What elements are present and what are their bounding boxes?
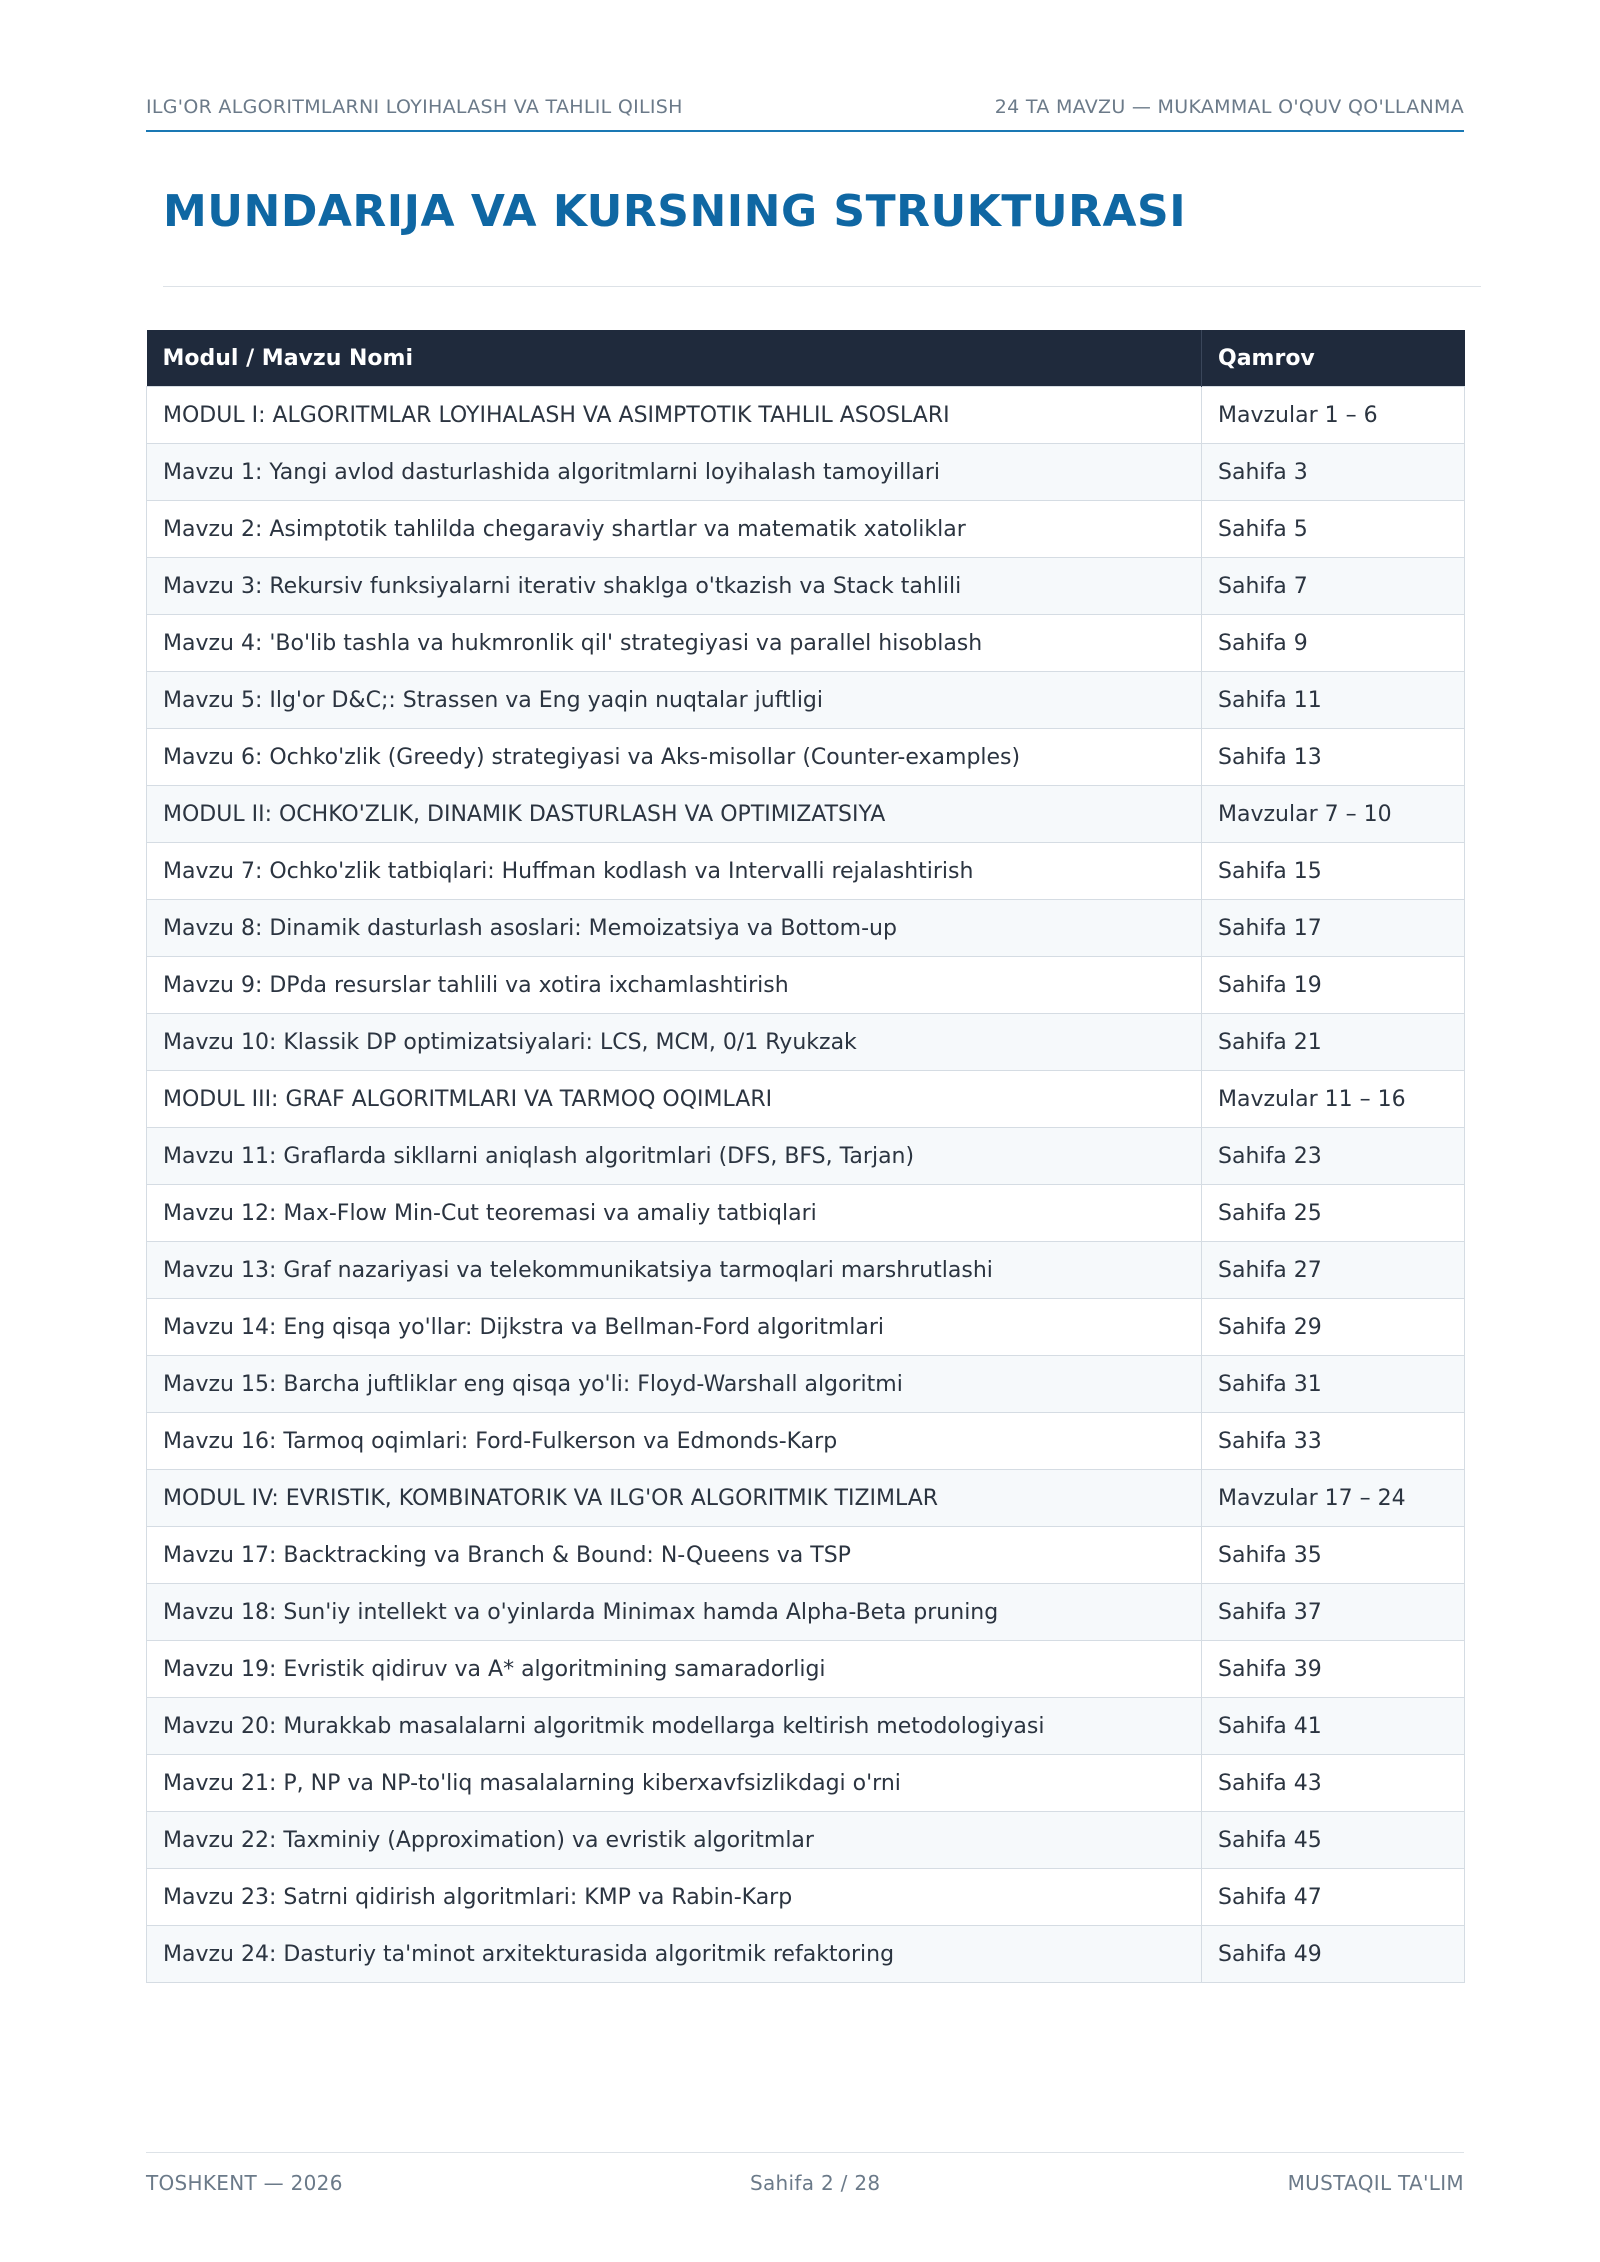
table-row: [147, 501, 1465, 558]
toc-coverage-cell: Mavzular 1 – 6: [1202, 387, 1465, 444]
table-row: [147, 843, 1465, 900]
table-row: [147, 1698, 1465, 1755]
toc-topic-cell: Mavzu 18: Sun'iy intellekt va o'yinlarda Minimax hamda Alpha-Beta pruning: [147, 1584, 1202, 1641]
table-row: [147, 1641, 1465, 1698]
toc-topic-cell: MODUL I: ALGORITMLAR LOYIHALASH VA ASIMPTOTIK TAHLIL ASOSLARI: [147, 387, 1202, 444]
toc-topic-cell: Mavzu 21: P, NP va NP-to'liq masalalarning kiberxavfsizlikdagi o'rni: [147, 1755, 1202, 1812]
toc-coverage-cell: Sahifa 47: [1202, 1869, 1465, 1926]
table-row: [147, 1014, 1465, 1071]
table-row: [147, 444, 1465, 501]
table-row: [147, 1356, 1465, 1413]
toc-topic-cell: Mavzu 19: Evristik qidiruv va A* algoritmining samaradorligi: [147, 1641, 1202, 1698]
table-row: [147, 1413, 1465, 1470]
table-row: [147, 1470, 1465, 1527]
table-row: [147, 1299, 1465, 1356]
toc-topic-cell: Mavzu 22: Taxminiy (Approximation) va evristik algoritmlar: [147, 1812, 1202, 1869]
table-row: [147, 900, 1465, 957]
table-row: [147, 786, 1465, 843]
toc-topic-cell: Mavzu 5: Ilg'or D&C;: Strassen va Eng yaqin nuqtalar juftligi: [147, 672, 1202, 729]
toc-topic-cell: Mavzu 10: Klassik DP optimizatsiyalari: LCS, MCM, 0/1 Ryukzak: [147, 1014, 1202, 1071]
toc-coverage-cell: Sahifa 5: [1202, 501, 1465, 558]
toc-topic-cell: Mavzu 14: Eng qisqa yo'llar: Dijkstra va Bellman-Ford algoritmlari: [147, 1299, 1202, 1356]
toc-coverage-cell: Sahifa 13: [1202, 729, 1465, 786]
table-row: [147, 558, 1465, 615]
toc-topic-cell: Mavzu 16: Tarmoq oqimlari: Ford-Fulkerson va Edmonds-Karp: [147, 1413, 1202, 1470]
toc-topic-cell: Mavzu 7: Ochko'zlik tatbiqlari: Huffman kodlash va Intervalli rejalashtirish: [147, 843, 1202, 900]
table-row: [147, 1242, 1465, 1299]
toc-coverage-cell: Sahifa 35: [1202, 1527, 1465, 1584]
toc-coverage-cell: Sahifa 43: [1202, 1755, 1465, 1812]
running-header-right: 24 TA MAVZU — MUKAMMAL O'QUV QO'LLANMA: [994, 96, 1464, 118]
footer-location: TOSHKENT — 2026: [146, 2171, 343, 2195]
toc-topic-cell: Mavzu 6: Ochko'zlik (Greedy) strategiyasi va Aks-misollar (Counter-examples): [147, 729, 1202, 786]
page-title: MUNDARIJA VA KURSNING STRUKTURASI: [163, 186, 1187, 237]
toc-coverage-cell: Sahifa 39: [1202, 1641, 1465, 1698]
toc-topic-cell: Mavzu 3: Rekursiv funksiyalarni iterativ shaklga o'tkazish va Stack tahlili: [147, 558, 1202, 615]
running-header: [146, 96, 1464, 132]
toc-coverage-cell: Sahifa 23: [1202, 1128, 1465, 1185]
footer-page-number: Sahifa 2 / 28: [750, 2171, 881, 2195]
footer-label: MUSTAQIL TA'LIM: [1287, 2171, 1464, 2195]
toc-table: [146, 330, 1465, 1983]
table-row: [147, 1128, 1465, 1185]
toc-topic-cell: Mavzu 15: Barcha juftliklar eng qisqa yo'li: Floyd-Warshall algoritmi: [147, 1356, 1202, 1413]
toc-topic-cell: Mavzu 20: Murakkab masalalarni algoritmik modellarga keltirish metodologiyasi: [147, 1698, 1202, 1755]
toc-coverage-cell: Sahifa 15: [1202, 843, 1465, 900]
column-header-topic: Modul / Mavzu Nomi: [147, 330, 1202, 387]
toc-topic-cell: Mavzu 13: Graf nazariyasi va telekommunikatsiya tarmoqlari marshrutlashi: [147, 1242, 1202, 1299]
title-divider: [163, 286, 1481, 287]
table-row: [147, 729, 1465, 786]
table-row: [147, 1812, 1465, 1869]
toc-topic-cell: Mavzu 23: Satrni qidirish algoritmlari: KMP va Rabin-Karp: [147, 1869, 1202, 1926]
toc-topic-cell: Mavzu 24: Dasturiy ta'minot arxitekturasida algoritmik refaktoring: [147, 1926, 1202, 1983]
toc-coverage-cell: Sahifa 17: [1202, 900, 1465, 957]
column-header-coverage: Qamrov: [1202, 330, 1465, 387]
table-row: [147, 1755, 1465, 1812]
toc-topic-cell: Mavzu 12: Max-Flow Min-Cut teoremasi va amaliy tatbiqlari: [147, 1185, 1202, 1242]
toc-coverage-cell: Sahifa 27: [1202, 1242, 1465, 1299]
table-row: [147, 1185, 1465, 1242]
table-row: [147, 957, 1465, 1014]
toc-topic-cell: Mavzu 4: 'Bo'lib tashla va hukmronlik qil' strategiyasi va parallel hisoblash: [147, 615, 1202, 672]
table-row: [147, 1584, 1465, 1641]
running-header-left: ILG'OR ALGORITMLARNI LOYIHALASH VA TAHLIL QILISH: [146, 96, 683, 118]
toc-header-row: [147, 330, 1465, 387]
toc-topic-cell: Mavzu 1: Yangi avlod dasturlashida algoritmlarni loyihalash tamoyillari: [147, 444, 1202, 501]
toc-coverage-cell: Sahifa 29: [1202, 1299, 1465, 1356]
toc-topic-cell: Mavzu 11: Graflarda sikllarni aniqlash algoritmlari (DFS, BFS, Tarjan): [147, 1128, 1202, 1185]
table-row: [147, 615, 1465, 672]
toc-coverage-cell: Sahifa 37: [1202, 1584, 1465, 1641]
table-row: [147, 1869, 1465, 1926]
toc-topic-cell: MODUL II: OCHKO'ZLIK, DINAMIK DASTURLASH VA OPTIMIZATSIYA: [147, 786, 1202, 843]
toc-coverage-cell: Mavzular 11 – 16: [1202, 1071, 1465, 1128]
toc-coverage-cell: Sahifa 11: [1202, 672, 1465, 729]
toc-coverage-cell: Mavzular 7 – 10: [1202, 786, 1465, 843]
table-row: [147, 387, 1465, 444]
toc-coverage-cell: Mavzular 17 – 24: [1202, 1470, 1465, 1527]
toc-coverage-cell: Sahifa 45: [1202, 1812, 1465, 1869]
toc-body: [147, 387, 1465, 1983]
toc-coverage-cell: Sahifa 41: [1202, 1698, 1465, 1755]
toc-coverage-cell: Sahifa 25: [1202, 1185, 1465, 1242]
running-footer: [146, 2152, 1464, 2195]
toc-coverage-cell: Sahifa 3: [1202, 444, 1465, 501]
table-row: [147, 1527, 1465, 1584]
table-row: [147, 672, 1465, 729]
toc-topic-cell: Mavzu 9: DPda resurslar tahlili va xotira ixchamlashtirish: [147, 957, 1202, 1014]
toc-coverage-cell: Sahifa 33: [1202, 1413, 1465, 1470]
toc-topic-cell: MODUL IV: EVRISTIK, KOMBINATORIK VA ILG'OR ALGORITMIK TIZIMLAR: [147, 1470, 1202, 1527]
toc-topic-cell: Mavzu 8: Dinamik dasturlash asoslari: Memoizatsiya va Bottom-up: [147, 900, 1202, 957]
toc-topic-cell: Mavzu 2: Asimptotik tahlilda chegaraviy shartlar va matematik xatoliklar: [147, 501, 1202, 558]
toc-coverage-cell: Sahifa 21: [1202, 1014, 1465, 1071]
toc-coverage-cell: Sahifa 7: [1202, 558, 1465, 615]
table-row: [147, 1926, 1465, 1983]
toc-topic-cell: Mavzu 17: Backtracking va Branch & Bound: N-Queens va TSP: [147, 1527, 1202, 1584]
toc-coverage-cell: Sahifa 31: [1202, 1356, 1465, 1413]
toc-coverage-cell: Sahifa 19: [1202, 957, 1465, 1014]
toc-coverage-cell: Sahifa 9: [1202, 615, 1465, 672]
toc-coverage-cell: Sahifa 49: [1202, 1926, 1465, 1983]
toc-topic-cell: MODUL III: GRAF ALGORITMLARI VA TARMOQ OQIMLARI: [147, 1071, 1202, 1128]
table-row: [147, 1071, 1465, 1128]
